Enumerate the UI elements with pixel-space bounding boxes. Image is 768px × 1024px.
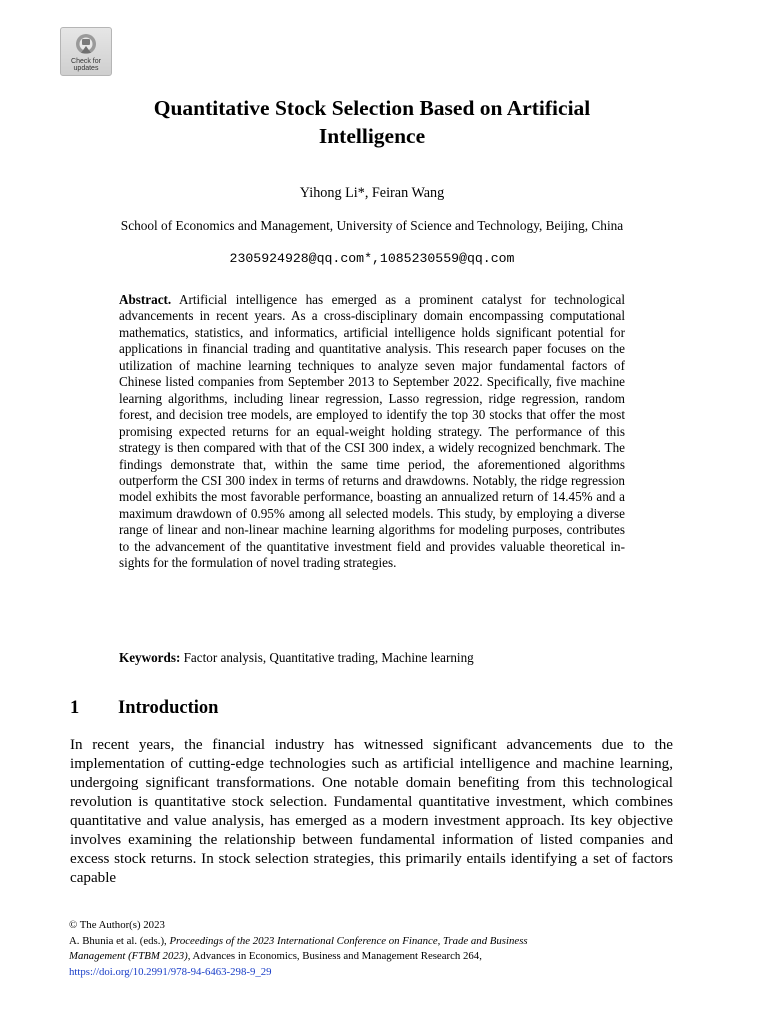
author-emails[interactable]: 2305924928@qq.com*,1085230559@qq.com — [229, 251, 515, 266]
affiliation: School of Economics and Management, University of Science and Technology, Beijing, China — [120, 218, 624, 233]
abstract — [119, 292, 625, 572]
check-for-updates-badge[interactable] — [60, 27, 112, 76]
proceedings-title-1: Proceedings of the 2023 International Conference on Finance, Trade and Business — [169, 934, 528, 947]
copyright-line: © The Author(s) 2023 — [69, 919, 165, 931]
footer — [69, 918, 689, 980]
introduction-paragraph: In recent years, the financial industry has witnessed significant advancements due to the implementation of cutting-edge technologies such as artificial intelligence and machine learning, undergoing significant transformations. One notable domain benefiting from this technological revolution is quantitative stock selection. Fundamental quantitative investment, which combines quantitative and value analysis, has emerged as a modern investment approach. Its key objective involves examining the relationship between fundamental information of listed companies and excess stock returns. In stock selection strategies, this primarily entails identifying a set of factors capable — [70, 737, 673, 886]
keywords-text: Factor analysis, Quantitative trading, Machine learning — [183, 650, 474, 665]
citation-line-2 — [69, 949, 689, 965]
badge-line2: updates — [73, 65, 99, 72]
abstract-text: Artificial intelligence has emerged as a prominent catalyst for technological advancements in recent years. As a cross-disciplinary domain encompassing computational mathematics, statistics, and informatics, artificial intelligence holds significant potential for applications in financial trading and quantitative analysis. This research paper focuses on the utilization of machine learning techniques to analyze seven major fundamental factors of Chinese listed companies from September 2013 to September 2022. Specifically, five machine learning algorithms, including linear regression, Lasso regression, ridge regression, random forest, and decision tree models, are employed to identify the top 30 stocks that offer the most promising expected returns for an equal-weight holding strategy. The performance of this strategy is then compared with that of the CSI 300 index, a widely recognized benchmark. The findings demonstrate that, within the same time period, the aforementioned algorithms outperform the CSI 300 index in terms of returns and drawdowns. Notably, the ridge regression model exhibits the most favorable performance, boasting an annualized return of 14.45% and a maximum drawdown of 0.95% among all selected models. This study, by employing a diverse range of linear and non-linear machine learning algorithms for modeling purposes, contributes to the advancement of the quantitative investment field and provides valuable theoretical insights for the formulation of novel trading strategies. — [119, 292, 625, 571]
section-heading — [70, 697, 218, 719]
paper-title — [0, 94, 744, 150]
keywords — [119, 649, 625, 666]
series-name: , Advances in Economics, Business and Management Research 264, — [187, 950, 482, 962]
keywords-label: Keywords: — [119, 650, 181, 665]
proceedings-title-2: Management (FTBM 2023) — [69, 950, 188, 962]
badge-line1: Check for — [71, 58, 101, 65]
section-number: 1 — [70, 698, 80, 718]
doi-link[interactable]: https://doi.org/10.2991/978-94-6463-298-9_29 — [69, 965, 272, 978]
citation-line-1 — [69, 934, 689, 950]
abstract-label: Abstract. — [119, 292, 172, 307]
title-line-2: Intelligence — [318, 124, 426, 148]
doi-line — [69, 965, 689, 981]
authors: Yihong Li*, Feiran Wang — [299, 185, 445, 201]
section-title: Introduction — [118, 698, 219, 718]
editors: A. Bhunia et al. (eds.), — [69, 934, 167, 947]
check-for-updates-icon — [72, 32, 100, 58]
title-line-1: Quantitative Stock Selection Based on Artificial — [153, 96, 591, 120]
